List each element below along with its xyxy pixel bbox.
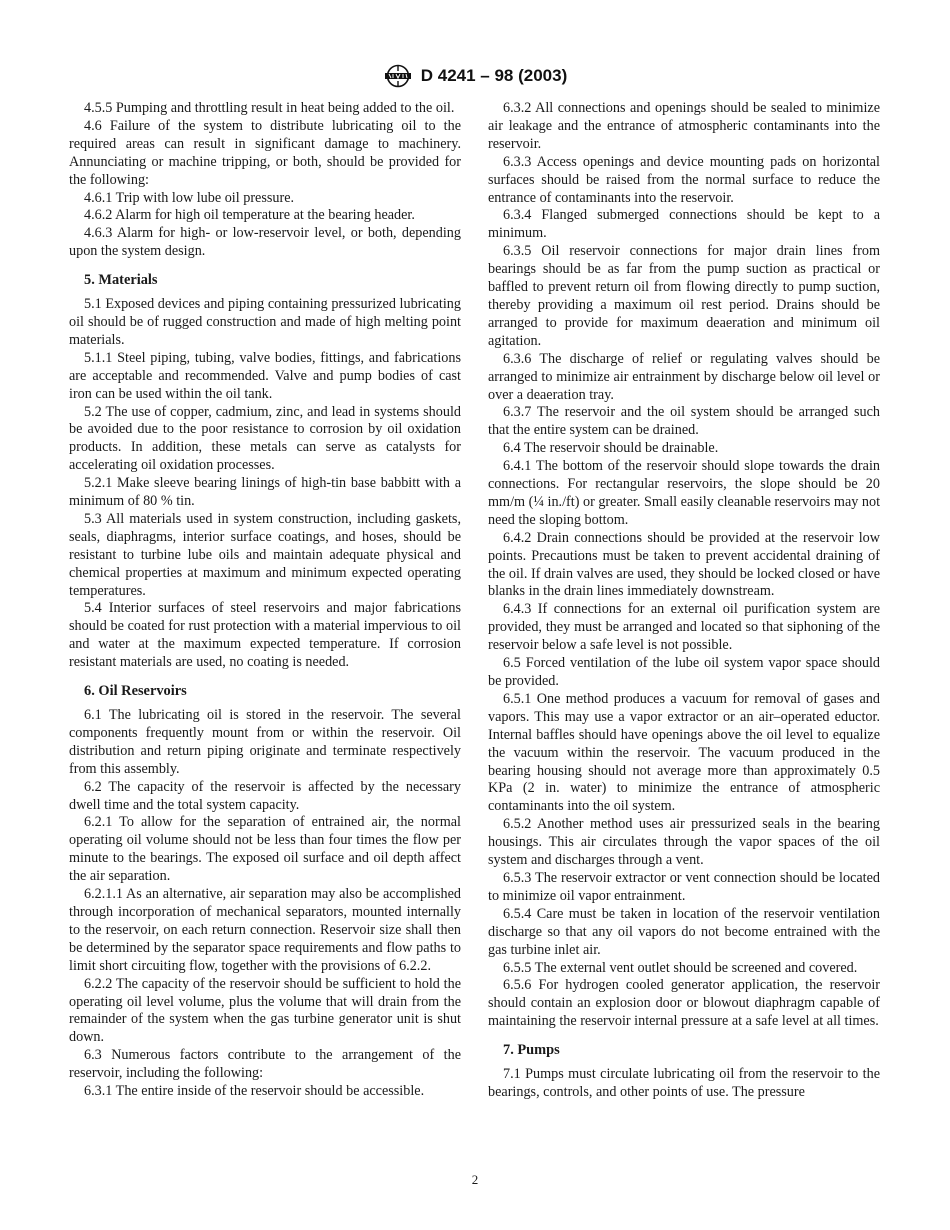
page-number: 2 — [471, 1172, 479, 1187]
paragraph: 6.3.1 The entire inside of the reservoir should be accessible. — [84, 1083, 425, 1100]
paragraph: 6.5.3 The reservoir extractor or vent connection should be located to minimize oil vapor entrainment. — [488, 869, 880, 904]
paragraph: 4.6.3 Alarm for high- or low-reservoir level, or both, depending upon the system design. — [69, 225, 461, 260]
left-column — [69, 100, 461, 1101]
paragraph: 6.3.3 Access openings and device mounting pads on horizontal surfaces should be raised from the normal surface to reduce the entrance of contaminants into the reservoir. — [488, 153, 880, 206]
paragraph: 6.2.1 To allow for the separation of entrained air, the normal operating oil volume should not be less than four times the flow per minute to the bearings. The exposed oil surface and oil depth affect the air separation. — [69, 814, 461, 885]
right-column — [488, 100, 880, 1102]
page-header — [0, 62, 950, 90]
paragraph: 6.5.6 For hydrogen cooled generator application, the reservoir should contain an explosion door or blowout diaphragm capable of maintaining the reservoir internal pressure at a safe level at all times. — [488, 977, 880, 1030]
paragraph: 7.1 Pumps must circulate lubricating oil from the reservoir to the bearings, controls, and other points of use. The pressure — [488, 1066, 880, 1100]
paragraph: 5.2 The use of copper, cadmium, zinc, and lead in systems should be avoided due to the poor resistance to corrosion by oil oxidation products. In addition, these metals can serve as catalysts for accelerating oil oxidation processes. — [69, 403, 461, 474]
paragraph: 6.5.2 Another method uses air pressurized seals in the bearing housings. This air circulates through the vapor spaces of the oil system and discharges through a vent. — [488, 816, 880, 869]
paragraph: 4.6.2 Alarm for high oil temperature at the bearing header. — [84, 207, 415, 224]
paragraph: 4.6 Failure of the system to distribute lubricating oil to the required areas can result in significant damage to machinery. Annunciating or machine tripping, or both, should be provided for the following: — [69, 117, 461, 188]
paragraph: 6.3.6 The discharge of relief or regulating valves should be arranged to minimize air entrainment by discharge below oil level or over a deaeration tray. — [488, 350, 880, 403]
paragraph: 6.5 Forced ventilation of the lube oil system vapor space should be provided. — [488, 655, 880, 689]
astm-logo-icon — [383, 64, 413, 88]
paragraph: 6.4.3 If connections for an external oil purification system are provided, they must be arranged and located so that siphoning of the reservoir below a safe level is not possible. — [488, 601, 880, 654]
paragraph: 5.2.1 Make sleeve bearing linings of high-tin base babbitt with a minimum of 80 % tin. — [69, 475, 461, 510]
paragraph: 6.3.5 Oil reservoir connections for major drain lines from bearings should be as far from the pump suction as practical or baffled to prevent return oil from flowing directly to pump suction, thereby providing a maximum oil rest period. Drains should be arranged to provide for maximum deaeration and minimum oil agitation. — [488, 243, 880, 349]
paragraph: 6.5.5 The external vent outlet should be screened and covered. — [503, 959, 858, 976]
paragraph: 6.3 Numerous factors contribute to the arrangement of the reservoir, including the following: — [69, 1047, 461, 1082]
paragraph: 6.3.7 The reservoir and the oil system should be arranged such that the entire system can be drained. — [488, 404, 880, 439]
paragraph: 4.5.5 Pumping and throttling result in heat being added to the oil. — [84, 100, 455, 116]
paragraph: 6.4.2 Drain connections should be provided at the reservoir low points. Precautions must be taken to prevent accidental draining of the oil. If drain valves are used, they should be locked closed or have blanks in the drain lines immediately downstream. — [488, 529, 880, 600]
paragraph: 6.2.2 The capacity of the reservoir should be sufficient to hold the operating oil level volume, plus the volume that will drain from the remainder of the system when the gas turbine generator unit is shut down. — [69, 975, 461, 1046]
paragraph: 6.4.1 The bottom of the reservoir should slope towards the drain connections. For rectangular reservoirs, the slope should be 20 mm/m (¼ in./ft) or greater. Small easily cleanable reservoirs may not need the sloping bottom. — [488, 458, 881, 528]
paragraph: 5.1.1 Steel piping, tubing, valve bodies, fittings, and fabrications are acceptable and recommended. Valve and pump bodies of cast iron can be used within the oil tank. — [69, 349, 461, 402]
paragraph: 6.2 The capacity of the reservoir is affected by the necessary dwell time and the total system capacity. — [69, 778, 461, 813]
paragraph: 4.6.1 Trip with low lube oil pressure. — [84, 189, 295, 206]
section-heading: 7. Pumps — [503, 1042, 560, 1059]
section-heading: 5. Materials — [84, 272, 158, 289]
paragraph: 6.3.4 Flanged submerged connections should be kept to a minimum. — [488, 207, 880, 242]
paragraph: 6.5.4 Care must be taken in location of the reservoir ventilation discharge so that any oil vapors do not become entrained with the gas turbine inlet air. — [488, 905, 880, 958]
paragraph: 5.1 Exposed devices and piping containing pressurized lubricating oil should be of rugged construction and made of high melting point materials. — [69, 296, 461, 348]
section-heading: 6. Oil Reservoirs — [84, 683, 187, 700]
standard-designation: D 4241 – 98 (2003) — [420, 66, 568, 85]
paragraph: 5.3 All materials used in system construction, including gaskets, seals, diaphragms, interior surface coatings, and hoses, should be resistant to turbine lube oils and maintain adequate physical and chemical properties at maximum and minimum expected operating temperatures. — [69, 510, 461, 599]
paragraph: 6.5.1 One method produces a vacuum for removal of gases and vapors. This may use a vapor extractor or an air–operated eductor. Internal baffles should have openings above the oil level to equalize the vacuum within the reservoir. The vacuum produced in the bearing housing should not average more than approximately 0.5 KPa (2 in. water) to minimize the entrance of atmospheric contaminants into the oil system. — [488, 690, 880, 815]
paragraph: 6.4 The reservoir should be drainable. — [503, 440, 719, 457]
paragraph: 6.3.2 All connections and openings should be sealed to minimize air leakage and the entrance of atmospheric contaminants into the reservoir. — [488, 100, 880, 152]
paragraph: 5.4 Interior surfaces of steel reservoirs and major fabrications should be coated for rust protection with a material impervious to oil and water at the maximum expected temperature. If corrosion resistant materials are used, no coating is needed. — [69, 600, 461, 671]
paragraph: 6.1 The lubricating oil is stored in the reservoir. The several components frequently mount from or within the reservoir. Oil distribution and return piping originate and terminate respectively from this assembly. — [69, 707, 461, 777]
paragraph: 6.2.1.1 As an alternative, air separation may also be accomplished through incorporation of mechanical separators, mounted internally to the reservoir, on each return connection. Reservoir size shall then be determined by the separator space requirements and flow paths to limit short circuiting flow, together with the provisions of 6.2.2. — [69, 886, 461, 974]
